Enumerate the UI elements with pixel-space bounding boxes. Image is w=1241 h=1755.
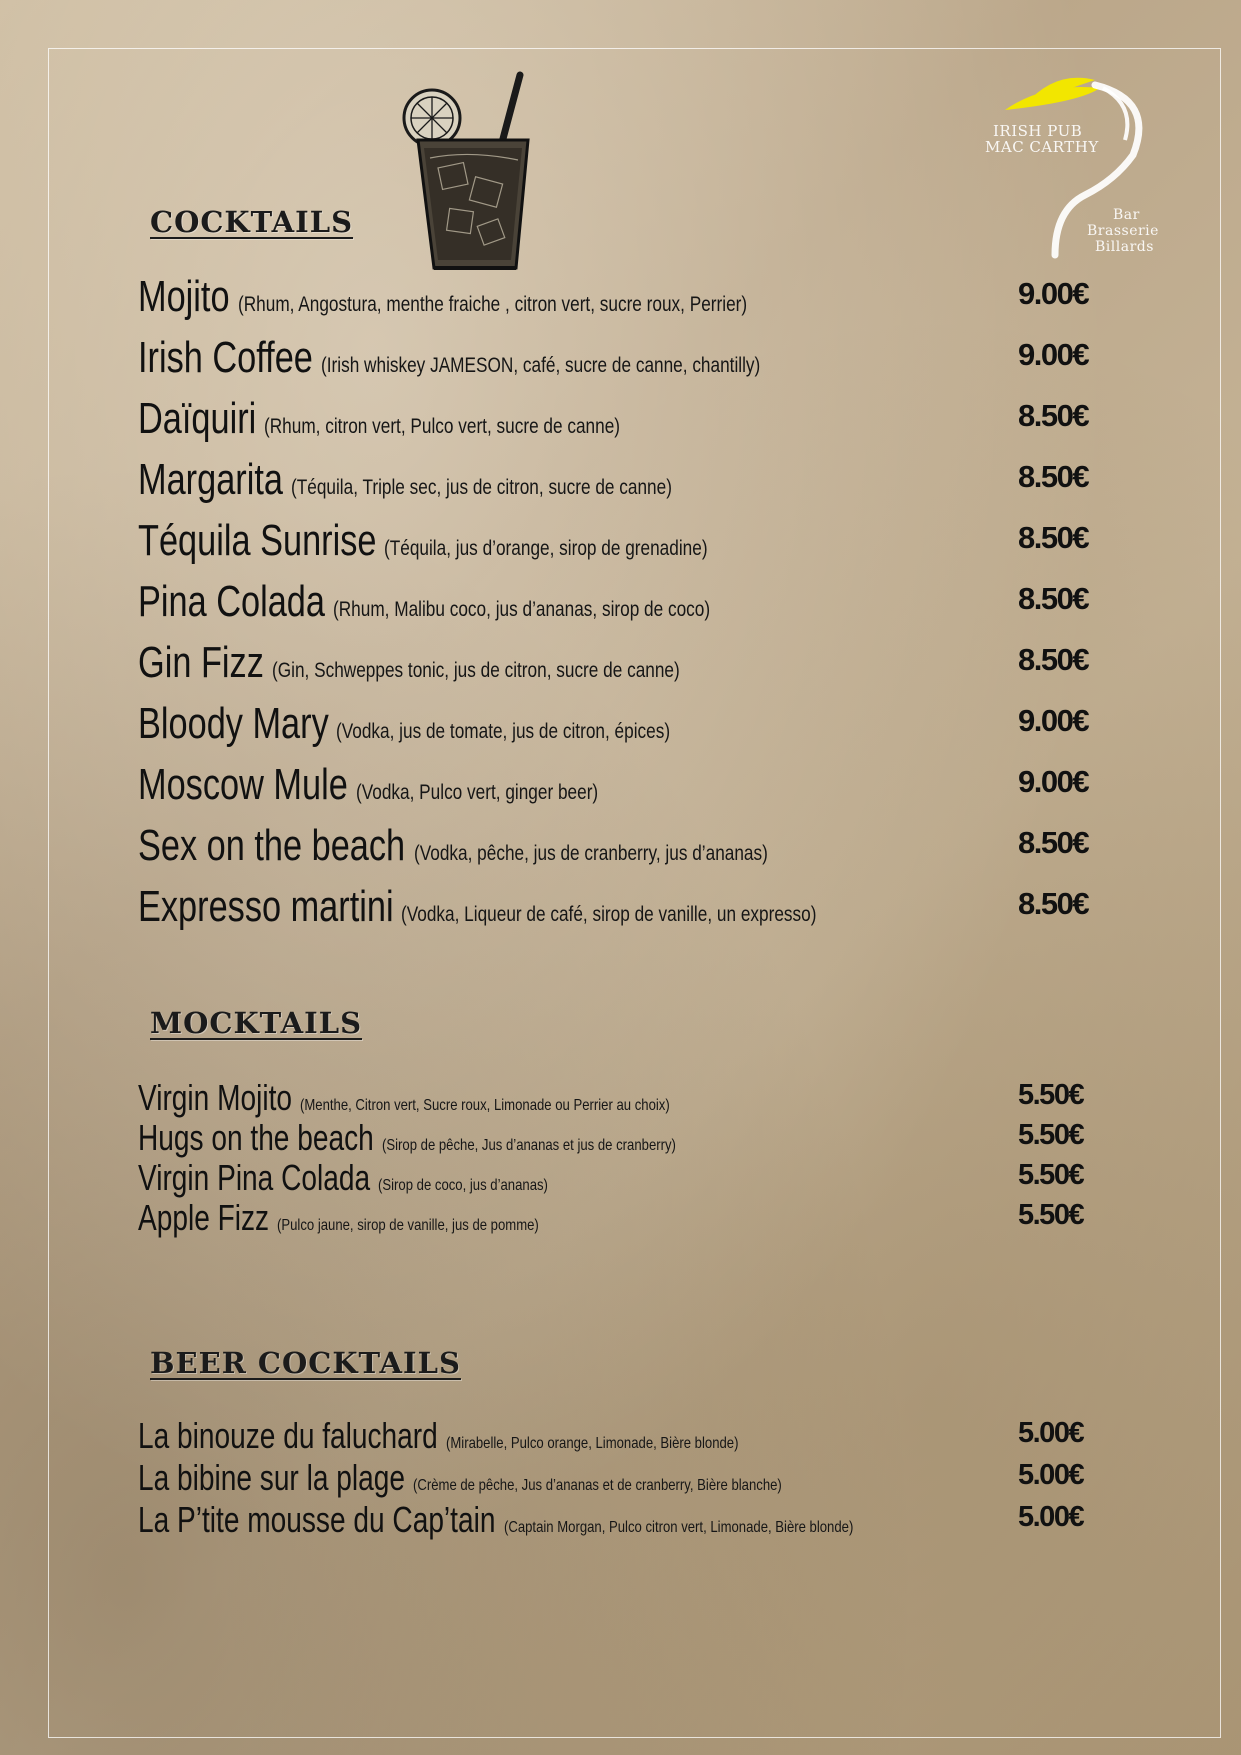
- menu-item-name: La bibine sur la plage: [138, 1457, 405, 1498]
- menu-item-description: (Vodka, Pulco vert, ginger beer): [355, 781, 598, 804]
- menu-item-price: 8.50€: [1018, 886, 1089, 921]
- menu-item-text: [138, 699, 744, 749]
- menu-item-text: [138, 821, 845, 871]
- menu-item-description: (Sirop de coco, jus d’ananas): [377, 1177, 548, 1194]
- menu-item-name: La P’tite mousse du Cap’tain: [138, 1499, 496, 1540]
- menu-item: [138, 394, 1098, 455]
- menu-item-price: 9.00€: [1018, 276, 1089, 311]
- logo-tag-bar: Bar: [1113, 207, 1140, 223]
- menu-item-description: (Téquila, Triple sec, jus de citron, sucre de canne): [290, 476, 672, 499]
- menu-item-price: 9.00€: [1018, 764, 1089, 799]
- menu-item: [138, 1157, 1098, 1197]
- menu-item-description: (Vodka, jus de tomate, jus de citron, épices): [336, 720, 671, 743]
- menu-item-price: 5.00€: [1018, 1501, 1084, 1533]
- logo-tag-brasserie: Brasserie: [1087, 223, 1159, 239]
- menu-item: [138, 333, 1098, 394]
- menu-item: [138, 882, 1098, 943]
- menu-item: [138, 699, 1098, 760]
- menu-item-price: 5.50€: [1018, 1159, 1084, 1191]
- menu-item-text: [138, 1499, 930, 1541]
- menu-item: [138, 1457, 1098, 1499]
- menu-item-name: Virgin Mojito: [138, 1077, 292, 1118]
- section-title-beer-cocktails: BEER COCKTAILS: [150, 1346, 461, 1380]
- section-title-mocktails: MOCKTAILS: [150, 1006, 363, 1040]
- menu-item-description: (Sirop de pêche, Jus d’ananas et jus de cranberry): [381, 1137, 676, 1154]
- menu-item-description: (Rhum, Angostura, menthe fraiche , citron vert, sucre roux, Perrier): [237, 293, 748, 316]
- menu-item-description: (Mirabelle, Pulco orange, Limonade, Bière blonde): [446, 1435, 739, 1452]
- menu-item-description: (Crème de pêche, Jus d’ananas et de cranberry, Bière blanche): [413, 1477, 783, 1494]
- menu-item-description: (Rhum, citron vert, Pulco vert, sucre de canne): [263, 415, 620, 438]
- menu-item-text: [138, 577, 793, 627]
- section-title-cocktails: COCKTAILS: [150, 205, 354, 239]
- menu-item-description: (Irish whiskey JAMESON, café, sucre de canne, chantilly): [321, 354, 761, 377]
- menu-item: [138, 760, 1098, 821]
- menu-item-text: [138, 638, 770, 688]
- menu-item-text: [138, 516, 779, 566]
- menu-item-name: Moscow Mule: [138, 760, 348, 809]
- menu-item-price: 8.50€: [1018, 459, 1089, 494]
- menu-item-price: 9.00€: [1018, 337, 1089, 372]
- menu-item-name: Gin Fizz: [138, 638, 264, 687]
- menu-item-price: 8.50€: [1018, 581, 1089, 616]
- menu-item: [138, 1077, 1098, 1117]
- pub-logo: [985, 60, 1165, 265]
- cocktail-glass-icon: [400, 70, 540, 275]
- menu-item-price: 8.50€: [1018, 398, 1089, 433]
- menu-item: [138, 1197, 1098, 1237]
- menu-item: [138, 577, 1098, 638]
- menu-item: [138, 821, 1098, 882]
- menu-item-text: [138, 1415, 803, 1457]
- menu-item-text: [138, 333, 857, 383]
- menu-item-price: 9.00€: [1018, 703, 1089, 738]
- menu-item-description: (Vodka, pêche, jus de cranberry, jus d’ananas): [413, 842, 768, 865]
- logo-tag-billards: Billards: [1095, 239, 1154, 255]
- menu-item: [138, 455, 1098, 516]
- menu-item-name: Expresso martini: [138, 882, 394, 931]
- beer-cocktails-list: [138, 1415, 1098, 1541]
- menu-item-price: 8.50€: [1018, 520, 1089, 555]
- menu-item-description: (Téquila, jus d’orange, sirop de grenadine): [384, 537, 708, 560]
- menu-item-name: Daïquiri: [138, 394, 257, 443]
- menu-item: [138, 638, 1098, 699]
- menu-item-name: Margarita: [138, 455, 283, 504]
- menu-item: [138, 1499, 1098, 1541]
- menu-item-text: [138, 455, 755, 505]
- menu-item-description: (Vodka, Liqueur de café, sirop de vanille, un expresso): [401, 903, 817, 926]
- menu-item: [138, 516, 1098, 577]
- menu-item-text: [138, 1157, 585, 1199]
- menu-item-name: Virgin Pina Colada: [138, 1157, 371, 1198]
- menu-item-name: Apple Fizz: [138, 1197, 270, 1238]
- menu-item-name: Hugs on the beach: [138, 1117, 374, 1158]
- menu-item-description: (Menthe, Citron vert, Sucre roux, Limonade ou Perrier au choix): [300, 1097, 671, 1114]
- menu-item-text: [138, 394, 698, 444]
- menu-item-text: [138, 1077, 751, 1119]
- menu-item-name: Irish Coffee: [138, 333, 313, 382]
- menu-item-text: [138, 1117, 740, 1159]
- logo-line1: IRISH PUB: [993, 122, 1083, 140]
- menu-item: [138, 1117, 1098, 1157]
- menu-item-name: Téquila Sunrise: [138, 516, 377, 565]
- menu-item-name: Pina Colada: [138, 577, 325, 626]
- menu-item-description: (Captain Morgan, Pulco citron vert, Limonade, Bière blonde): [503, 1519, 854, 1536]
- menu-item-name: La binouze du faluchard: [138, 1415, 438, 1456]
- menu-item-text: [138, 1457, 863, 1499]
- menu-item-price: 8.50€: [1018, 642, 1089, 677]
- menu-item: [138, 1415, 1098, 1457]
- menu-item-price: 5.50€: [1018, 1199, 1084, 1231]
- menu-item-name: Sex on the beach: [138, 821, 406, 870]
- menu-item-text: [138, 1197, 596, 1239]
- menu-item-price: 5.50€: [1018, 1079, 1084, 1111]
- menu-item-price: 8.50€: [1018, 825, 1089, 860]
- mocktails-list: [138, 1077, 1098, 1237]
- menu-item-price: 5.50€: [1018, 1119, 1084, 1151]
- menu-item: [138, 272, 1098, 333]
- menu-item-name: Bloody Mary: [138, 699, 329, 748]
- menu-item-description: (Pulco jaune, sirop de vanille, jus de pomme): [277, 1217, 539, 1234]
- logo-line2: MAC CARTHY: [985, 138, 1099, 156]
- menu-item-description: (Gin, Schweppes tonic, jus de citron, sucre de canne): [272, 659, 680, 682]
- menu-item-text: [138, 760, 651, 810]
- cocktails-list: [138, 272, 1098, 943]
- menu-item-price: 5.00€: [1018, 1417, 1084, 1449]
- menu-item-text: [138, 272, 859, 322]
- menu-item-name: Mojito: [138, 272, 230, 321]
- menu-item-description: (Rhum, Malibu coco, jus d’ananas, sirop de coco): [332, 598, 710, 621]
- menu-item-price: 5.00€: [1018, 1459, 1084, 1491]
- menu-item-text: [138, 882, 908, 932]
